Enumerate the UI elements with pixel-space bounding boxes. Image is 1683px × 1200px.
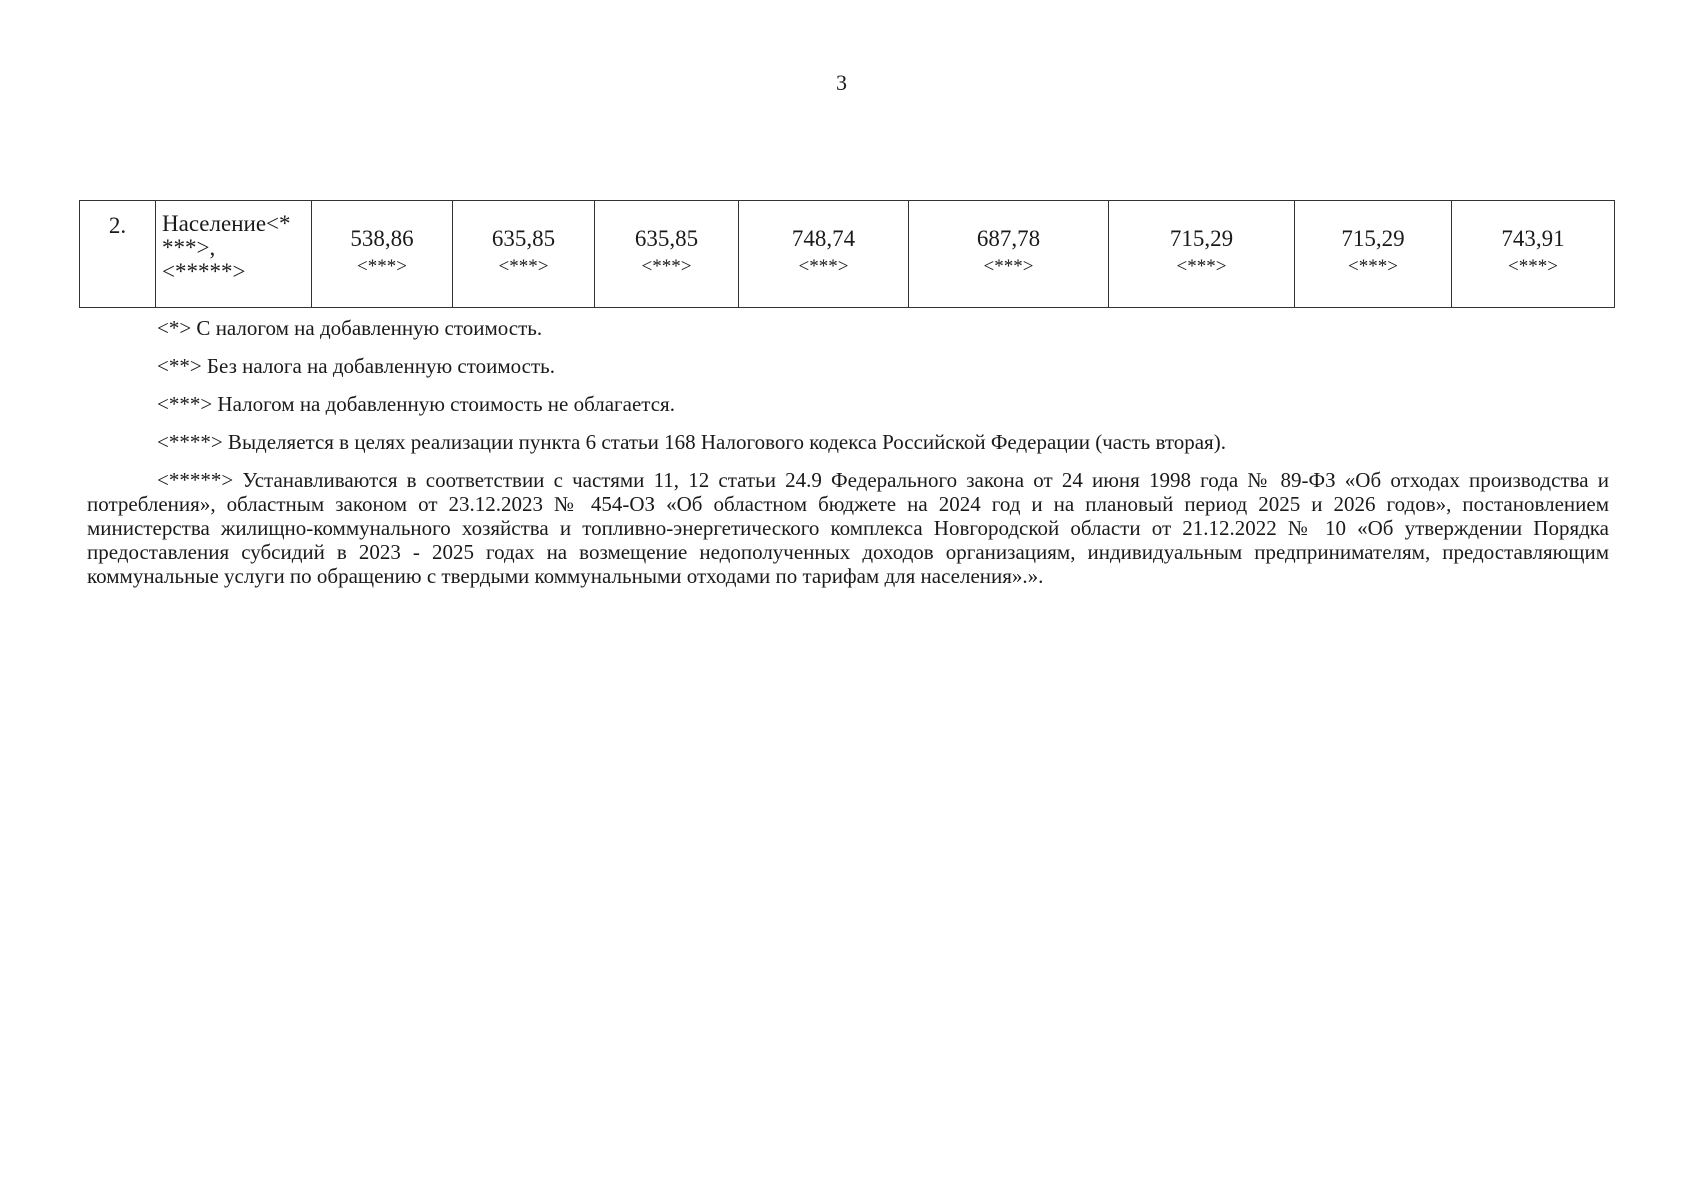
tariff-mark: <***> [498, 256, 549, 277]
footnotes [87, 316, 1609, 602]
tariff-value: 635,85 [634, 226, 699, 251]
footnote-tax-code: <****> Выделяется в целях реализации пункта 6 статьи 168 Налогового кодекса Российской Федерации (часть вторая). [157, 430, 1226, 454]
table-row [80, 201, 1615, 308]
tariff-cell [595, 201, 739, 308]
category-line: Население<* [162, 211, 291, 236]
tariff-value: 635,85 [491, 226, 556, 251]
tariff-cell [1452, 201, 1615, 308]
tariff-mark: <***> [357, 256, 407, 277]
tariff-table [79, 200, 1615, 308]
tariff-mark: <***> [798, 256, 849, 277]
tariff-mark: <***> [1348, 256, 1398, 277]
tariff-value: 743,91 [1501, 226, 1565, 251]
tariff-value: 715,29 [1341, 226, 1405, 251]
footnote-legal-basis: <*****> Устанавливаются в соответствии с частями 11, 12 статьи 24.9 Федерального закона от 24 июня 1998 года № 89-ФЗ «Об отходах производства и потребления», областным законом от 23.12.2023 № 454-ОЗ «Об областном бюджете на 2024 год и на плановый период 2025 и 2026 годов», постановлением министерства жилищно-коммунального хозяйства и топливно-энергетического комплекса Новгородской области от 21.12.2022 № 10 «Об утверждении Порядка предоставления субсидий в 2023 - 2025 годах на возмещение недополученных доходов организациям, индивидуальным предпринимателям, предоставляющим коммунальные услуги по обращению с твердыми коммунальными отходами по тарифам для населения».». [87, 468, 1609, 588]
tariff-mark: <***> [641, 256, 692, 277]
tariff-value: 538,86 [350, 226, 414, 251]
category-line: <*****> [162, 259, 246, 284]
page-number: 3 [836, 70, 847, 95]
tariff-value: 748,74 [791, 226, 856, 251]
footnote-vat-included: <*> С налогом на добавленную стоимость. [157, 316, 543, 340]
tariff-value: 687,78 [976, 226, 1041, 251]
row-category [156, 201, 312, 308]
tariff-cell [1295, 201, 1452, 308]
footnote-vat-excluded: <**> Без налога на добавленную стоимость. [157, 354, 555, 378]
tariff-mark: <***> [1176, 256, 1227, 277]
tariff-mark: <***> [983, 256, 1034, 277]
tariff-mark: <***> [1508, 256, 1558, 277]
tariff-cell [1109, 201, 1295, 308]
tariff-cell [739, 201, 909, 308]
row-number: 2. [80, 201, 156, 308]
tariff-cell [312, 201, 453, 308]
footnote-vat-exempt: <***> Налогом на добавленную стоимость не облагается. [157, 392, 675, 416]
tariff-cell [909, 201, 1109, 308]
tariff-cell [453, 201, 595, 308]
category-line: ***>, [162, 235, 216, 260]
tariff-value: 715,29 [1169, 226, 1234, 251]
